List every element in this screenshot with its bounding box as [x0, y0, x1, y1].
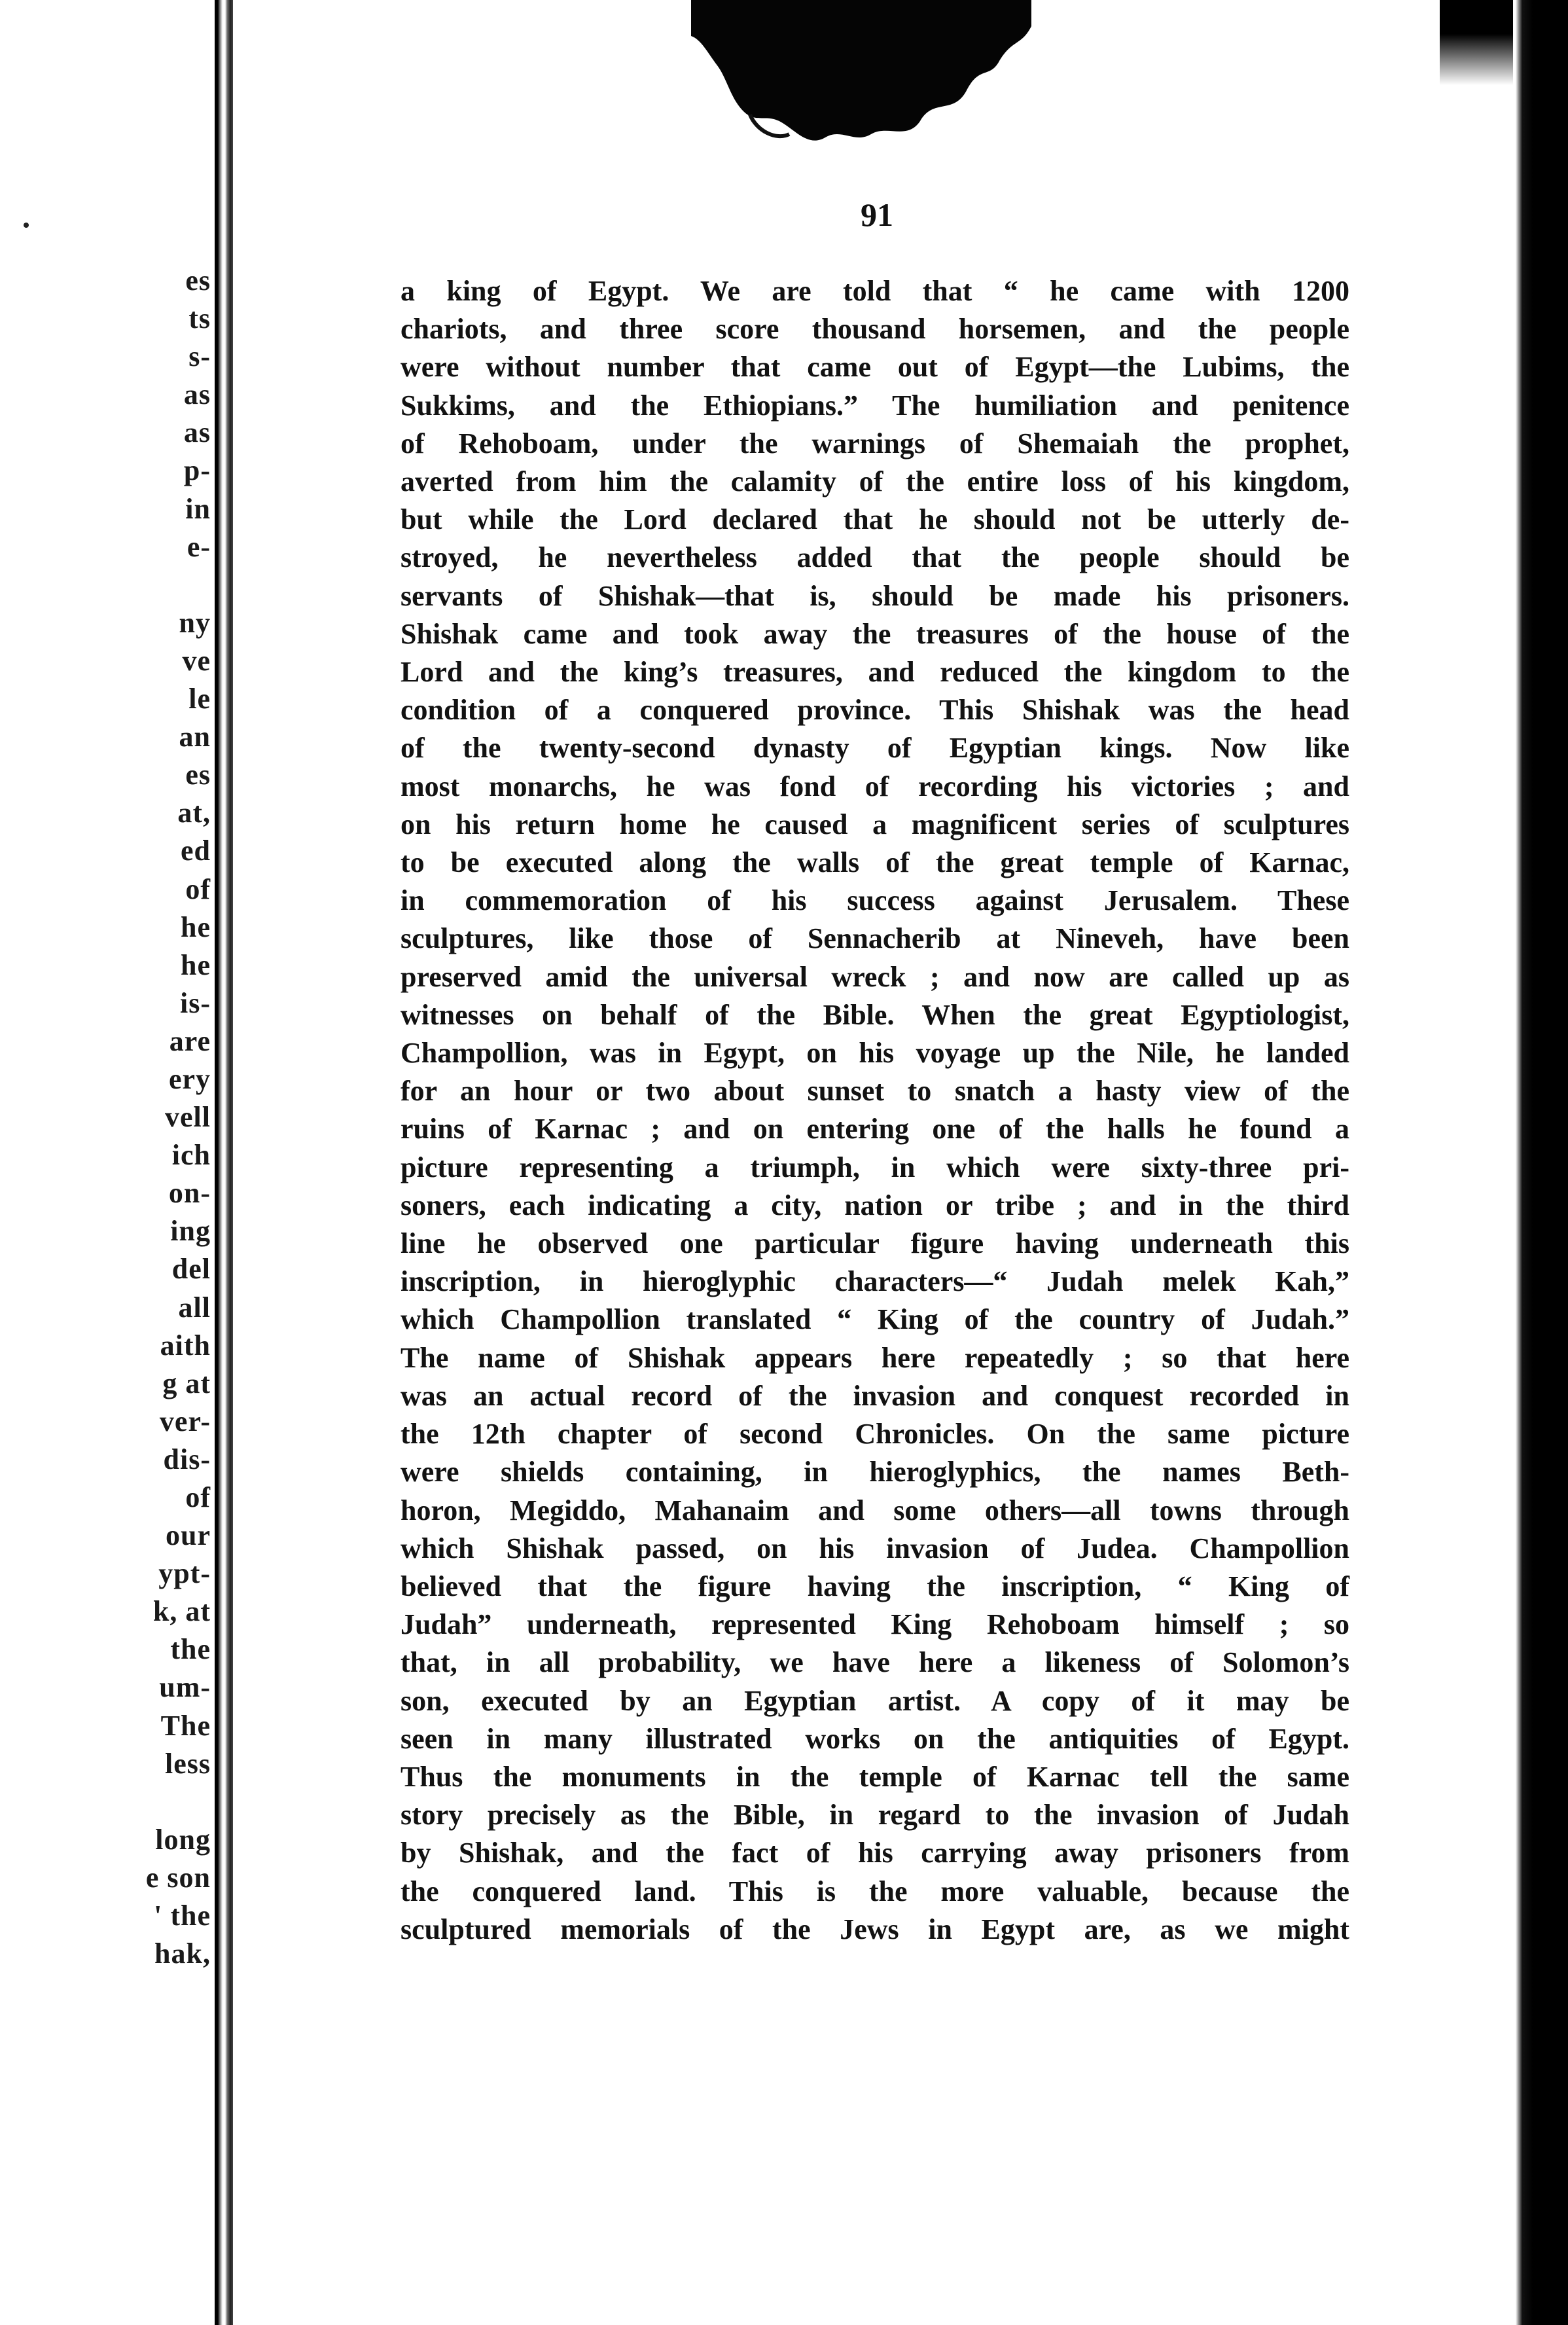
text-line: Lord and the king’s treasures, and reduced the kingdom to the: [401, 656, 1349, 689]
left-page-fragment: ny: [179, 606, 211, 639]
left-page-fragment: del: [171, 1253, 211, 1286]
left-page-fragment: ver-: [159, 1405, 211, 1437]
left-page-fragment: he: [181, 948, 211, 981]
left-page-fragment: [27, 1783, 211, 1821]
left-page-fragment: ich: [171, 1139, 211, 1172]
left-page-fragment: vell: [165, 1101, 211, 1134]
left-page-fragment: p-: [183, 454, 211, 487]
text-line: to be executed along the walls of the great temple of Karnac,: [401, 846, 1349, 879]
text-line: Sukkims, and the Ethiopians.” The humiliation and penitence: [401, 389, 1349, 422]
text-line: were without number that came out of Egypt—the Lubims, the: [401, 351, 1349, 384]
left-page-fragment: e-: [187, 530, 211, 563]
text-line: story precisely as the Bible, in regard to the invasion of Judah: [401, 1799, 1349, 1831]
left-page-fragment: ts: [188, 302, 211, 335]
text-line: witnesses on behalf of the Bible. When the great Egyptiologist,: [401, 998, 1349, 1031]
text-line: for an hour or two about sunset to snatch a hasty view of the: [401, 1075, 1349, 1108]
text-line: sculptured memorials of the Jews in Egypt are, as we might: [401, 1913, 1349, 1945]
text-line: condition of a conquered province. This Shishak was the head: [401, 694, 1349, 727]
left-page-fragment: long: [155, 1823, 211, 1856]
left-page-fragment: ed: [181, 835, 211, 867]
text-line: Judah” underneath, represented King Rehoboam himself ; so: [401, 1608, 1349, 1641]
left-page-fragment: ve: [182, 644, 211, 677]
text-line: seen in many illustrated works on the antiquities of Egypt.: [401, 1722, 1349, 1755]
left-page-fragment: the: [170, 1633, 211, 1666]
left-page-fragment: at,: [177, 797, 211, 829]
left-page-fragment: an: [179, 721, 211, 753]
left-page-fragment: on-: [168, 1177, 211, 1210]
text-line: stroyed, he nevertheless added that the people should be: [401, 541, 1349, 574]
left-page-fragment: aith: [160, 1329, 211, 1361]
left-page-fragment: um-: [159, 1671, 211, 1704]
text-line: averted from him the calamity of the entire loss of his kingdom,: [401, 465, 1349, 498]
text-line: a king of Egypt. We are told that “ he came with 1200: [401, 275, 1349, 307]
left-page-fragment: es: [185, 264, 211, 297]
left-page-fragment: less: [165, 1747, 211, 1780]
text-line: of Rehoboam, under the warnings of Shemaiah the prophet,: [401, 427, 1349, 460]
text-line: The name of Shishak appears here repeatedly ; so that here: [401, 1341, 1349, 1374]
left-page-fragment: as: [183, 416, 211, 449]
left-page-fragment: of: [185, 1481, 211, 1513]
left-page-fragment: are: [169, 1024, 211, 1057]
text-line: the conquered land. This is the more valuable, because the: [401, 1875, 1349, 1907]
text-line: picture representing a triumph, in which were sixty-three pri-: [401, 1151, 1349, 1183]
left-page-fragment: s-: [188, 340, 211, 373]
left-page-fragment: our: [166, 1519, 211, 1552]
left-page-fragment: le: [188, 683, 211, 715]
text-line: which Shishak passed, on his invasion of Judea. Champollion: [401, 1532, 1349, 1564]
text-line: line he observed one particular figure having underneath this: [401, 1227, 1349, 1260]
scan-speck: [24, 223, 29, 228]
left-page-fragment: he: [181, 910, 211, 943]
left-page-fragment: e son: [145, 1861, 211, 1894]
text-line: chariots, and three score thousand horsemen, and the people: [401, 313, 1349, 346]
left-page-fragment: The: [160, 1709, 211, 1742]
text-line: horon, Megiddo, Mahanaim and some others—all towns through: [401, 1494, 1349, 1526]
text-line: sculptures, like those of Sennacherib at Nineveh, have been: [401, 922, 1349, 955]
left-page-fragment: as: [183, 378, 211, 411]
text-line: preserved amid the universal wreck ; and now are called up as: [401, 960, 1349, 993]
page-number: 91: [861, 196, 893, 233]
text-line: of the twenty-second dynasty of Egyptian kings. Now like: [401, 732, 1349, 765]
left-page-fragment: of: [185, 873, 211, 905]
text-line: which Champollion translated “ King of the country of Judah.”: [401, 1303, 1349, 1336]
text-line: Thus the monuments in the temple of Karnac tell the same: [401, 1760, 1349, 1793]
text-line: in commemoration of his success against Jerusalem. These: [401, 884, 1349, 917]
text-line: son, executed by an Egyptian artist. A copy of it may be: [401, 1684, 1349, 1717]
left-page-fragment: ery: [168, 1062, 211, 1095]
left-page-fragment: ' the: [154, 1900, 211, 1932]
text-line: was an actual record of the invasion and conquest recorded in: [401, 1379, 1349, 1412]
text-line: believed that the figure having the inscription, “ King of: [401, 1570, 1349, 1602]
left-page-fragment: [27, 566, 211, 604]
torn-page-edge: [691, 0, 1031, 157]
text-line: by Shishak, and the fact of his carrying away prisoners from: [401, 1837, 1349, 1869]
left-page-fragment: ing: [170, 1215, 211, 1248]
text-line: servants of Shishak—that is, should be made his prisoners.: [401, 579, 1349, 612]
text-line: were shields containing, in hieroglyphics, the names Beth-: [401, 1456, 1349, 1488]
text-line: soners, each indicating a city, nation or tribe ; and in the third: [401, 1189, 1349, 1221]
text-line: Shishak came and took away the treasures of the house of the: [401, 617, 1349, 650]
left-page-fragment: in: [185, 492, 211, 525]
text-line: but while the Lord declared that he should not be utterly de-: [401, 503, 1349, 536]
left-page-text-fragments: [27, 262, 211, 1973]
left-page-fragment: is-: [180, 986, 211, 1019]
left-page-fragment: es: [185, 759, 211, 791]
scan-right-border: [1513, 0, 1568, 2325]
text-line: Champollion, was in Egypt, on his voyage up the Nile, he landed: [401, 1037, 1349, 1070]
left-page-fragment: dis-: [163, 1443, 211, 1475]
text-line: on his return home he caused a magnificent series of sculptures: [401, 808, 1349, 840]
text-line: inscription, in hieroglyphic characters—“ Judah melek Kah,”: [401, 1265, 1349, 1298]
text-line: the 12th chapter of second Chronicles. On the same picture: [401, 1418, 1349, 1451]
text-line: ruins of Karnac ; and on entering one of the halls he found a: [401, 1113, 1349, 1145]
left-page-fragment: hak,: [154, 1938, 211, 1970]
body-text: [401, 272, 1349, 1949]
left-page-fragment: k, at: [152, 1595, 211, 1628]
left-page-fragment: ypt-: [158, 1557, 211, 1590]
book-gutter: [215, 0, 233, 2325]
text-line: that, in all probability, we have here a likeness of Solomon’s: [401, 1646, 1349, 1679]
left-facing-page: [0, 0, 216, 2325]
left-page-fragment: all: [178, 1291, 211, 1324]
left-page-fragment: g at: [162, 1367, 211, 1399]
text-line: most monarchs, he was fond of recording his victories ; and: [401, 770, 1349, 802]
